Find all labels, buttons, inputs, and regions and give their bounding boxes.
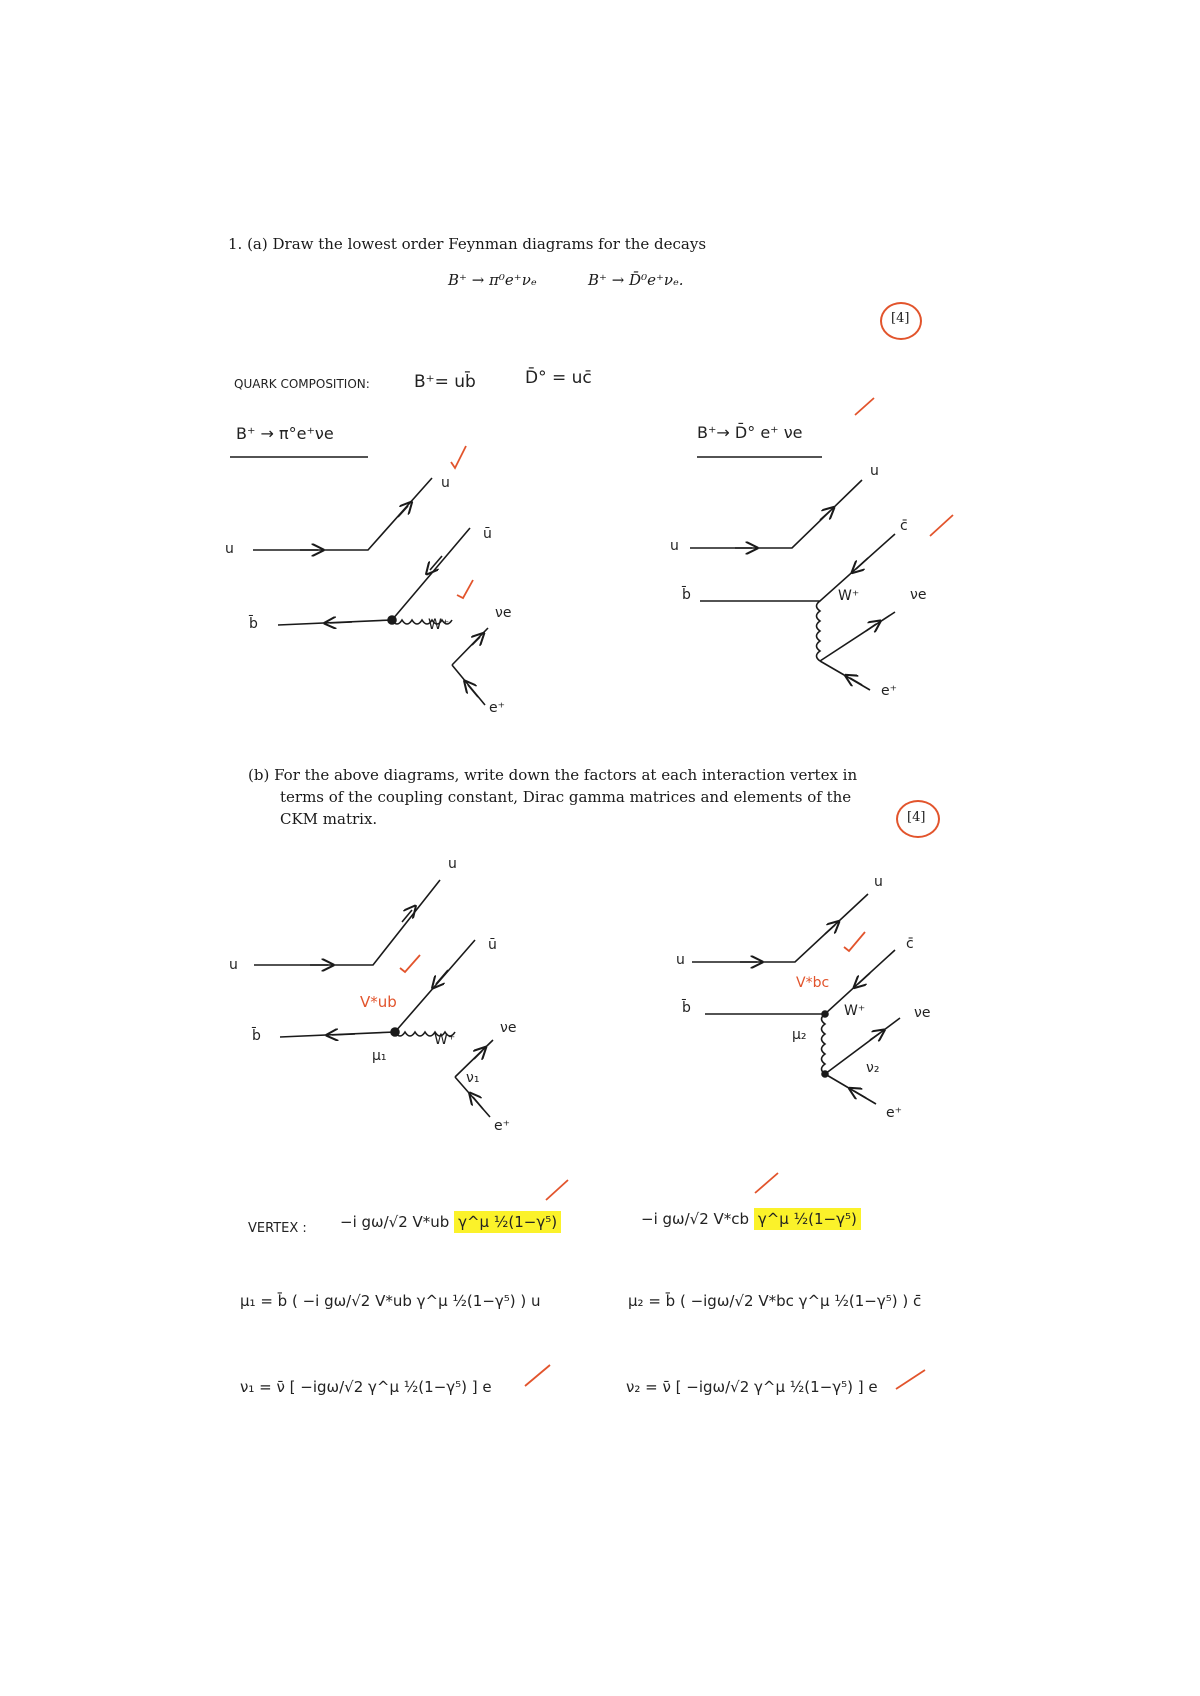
tick-9 (525, 1365, 550, 1386)
diagram4 (692, 894, 900, 1104)
diagram3 (254, 880, 493, 1117)
d4-eplus: e⁺ (886, 1105, 903, 1121)
question-part-b-line2: terms of the coupling constant, Dirac gamma matrices and elements of the (280, 788, 852, 806)
question-part-a: 1. (a) Draw the lowest order Feynman diagrams for the decays (228, 235, 707, 253)
vertex-2-prefix: −i gω/√2 V*cb (641, 1210, 750, 1228)
d2-eplus: e⁺ (881, 683, 898, 699)
tick-7 (546, 1180, 568, 1200)
quark-composition-label: QUARK COMPOSITION: (234, 377, 370, 391)
mu1-equation: μ₁ = b̄ ( −i gω/√2 V*ub γ^μ ½(1−γ⁵) ) u (240, 1292, 541, 1310)
d4-mu2: μ₂ (792, 1027, 807, 1043)
d1-bbar: b̄ (249, 616, 258, 632)
question-part-b-line1: (b) For the above diagrams, write down the factors at each interaction vertex in (248, 766, 858, 784)
vertex-2-highlight: γ^μ ½(1−γ⁵) (754, 1208, 861, 1230)
diagram1-title: B⁺ → π°e⁺νe (236, 424, 334, 443)
d4-nue: νe (914, 1005, 931, 1021)
d3-u-in: u (229, 957, 238, 973)
d2-nue: νe (910, 587, 927, 603)
decay-2: B⁺ → D̄⁰e⁺νₑ. (588, 271, 684, 289)
tick-5 (400, 955, 420, 972)
d4-ckm-vbc: V*bc (796, 975, 830, 991)
tick-10 (896, 1370, 925, 1389)
d3-u-out: u (448, 856, 457, 872)
tick-4 (930, 515, 953, 536)
decay-1: B⁺ → π⁰e⁺νₑ (448, 271, 537, 289)
d4-cbar: c̄ (906, 936, 914, 952)
d1-nue: νe (495, 605, 512, 621)
d1-ubar: ū (483, 526, 492, 542)
d1-u-in: u (225, 541, 234, 557)
marks-a: [4] (891, 311, 910, 326)
d4-bbar: b̄ (682, 1000, 691, 1016)
diagram2 (690, 480, 895, 690)
marking-ticks (400, 398, 953, 1389)
nu2-equation: ν₂ = ν̄ [ −igω/√2 γ^μ ½(1−γ⁵) ] e (626, 1378, 878, 1396)
d4-u-out: u (874, 874, 883, 890)
d2-wplus: W⁺ (838, 588, 860, 604)
diagram2-title: B⁺→ D̄° e⁺ νe (697, 423, 803, 442)
d2-cbar: c̄ (900, 518, 908, 534)
quark-composition-d: D̄° = uc̄ (525, 368, 592, 388)
d4-wplus: W⁺ (844, 1003, 866, 1019)
d3-mu1: μ₁ (372, 1048, 387, 1064)
d1-eplus: e⁺ (489, 700, 506, 716)
d1-u-out: u (441, 475, 450, 491)
tick-3 (855, 398, 874, 415)
d2-u-out: u (870, 463, 879, 479)
d3-bbar: b̄ (252, 1028, 261, 1044)
d2-bbar: b̄ (682, 587, 691, 603)
tick-6 (844, 932, 865, 951)
d3-nu1: ν₁ (466, 1070, 480, 1086)
diagram1 (253, 478, 488, 705)
mu2-equation: μ₂ = b̄ ( −igω/√2 V*bc γ^μ ½(1−γ⁵) ) c̄ (628, 1292, 922, 1310)
d1-wplus: W⁺ (428, 617, 450, 633)
d3-ubar: ū (488, 937, 497, 953)
d3-ckm-vub: V*ub (360, 993, 397, 1011)
d3-nue: νe (500, 1020, 517, 1036)
question-part-b-line3: CKM matrix. (280, 810, 378, 828)
d3-eplus: e⁺ (494, 1118, 511, 1134)
d3-wplus: W⁺ (434, 1032, 456, 1048)
tick-1 (451, 446, 466, 468)
vertex-label: VERTEX : (248, 1221, 307, 1236)
d4-u-in: u (676, 952, 685, 968)
marks-b: [4] (907, 810, 926, 825)
quark-composition-b: B⁺= ub̄ (414, 372, 476, 392)
nu1-equation: ν₁ = ν̄ [ −igω/√2 γ^μ ½(1−γ⁵) ] e (240, 1378, 492, 1396)
d2-u-in: u (670, 538, 679, 554)
tick-2 (457, 580, 473, 598)
vertex-1-prefix: −i gω/√2 V*ub (340, 1213, 450, 1231)
d4-nu2: ν₂ (866, 1060, 880, 1076)
vertex-1-highlight: γ^μ ½(1−γ⁵) (454, 1211, 561, 1233)
tick-8 (755, 1173, 778, 1193)
